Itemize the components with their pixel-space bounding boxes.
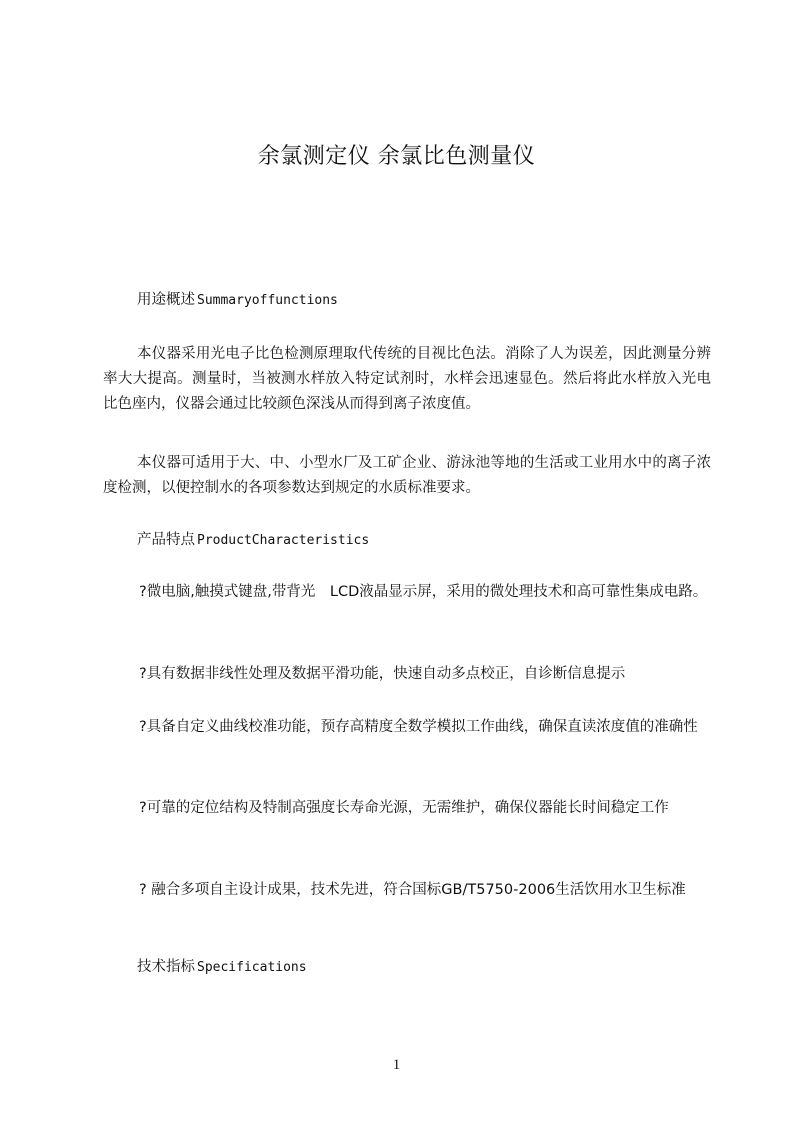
section-heading-en: Specifications xyxy=(197,960,307,975)
section-heading-summary xyxy=(137,290,338,311)
page-number: 1 xyxy=(392,1057,401,1073)
section-heading-cn: 技术指标 xyxy=(137,959,195,975)
section-heading-cn: 产品特点 xyxy=(137,532,195,548)
section-heading-en: Summaryoffunctions xyxy=(197,293,338,308)
section-heading-cn: 用途概述 xyxy=(137,292,195,308)
feature-item-2: ?具有数据非线性处理及数据平滑功能，快速自动多点校正，自诊断信息提示 xyxy=(139,666,626,682)
feature-item-3: ?具备自定义曲线校准功能，预存高精度全数学模拟工作曲线，确保直读浓度值的准确性 xyxy=(139,719,698,735)
page-title: 余氯测定仪 余氯比色测量仪 xyxy=(257,144,536,169)
feature-item-4: ?可靠的定位结构及特制高强度长寿命光源，无需维护，确保仪器能长时间稳定工作 xyxy=(139,800,669,816)
section-heading-en: ProductCharacteristics xyxy=(197,533,370,548)
feature-item-5: ? 融合多项自主设计成果，技术先进，符合国标GB/T5750-2006生活饮用水卫生标准 xyxy=(139,882,686,898)
section-heading-features xyxy=(137,530,369,551)
feature-item-1: ?微电脑,触摸式键盘,带背光 LCD液晶显示屏，采用的微处理技术和高可靠性集成电路。 xyxy=(139,584,708,600)
summary-paragraph-1: 本仪器采用光电子比色检测原理取代传统的目视比色法。消除了人为误差，因此测量分辨率大大提高。测量时，当被测水样放入特定试剂时，水样会迅速显色。然后将此水样放入光电比色座内，仪器会通过比较颜色深浅从而得到离子浓度值。 xyxy=(103,346,711,412)
summary-paragraph-2: 本仪器可适用于大、中、小型水厂及工矿企业、游泳池等地的生活或工业用水中的离子浓度检测，以便控制水的各项参数达到规定的水质标准要求。 xyxy=(103,455,711,496)
section-heading-specifications xyxy=(137,957,307,978)
